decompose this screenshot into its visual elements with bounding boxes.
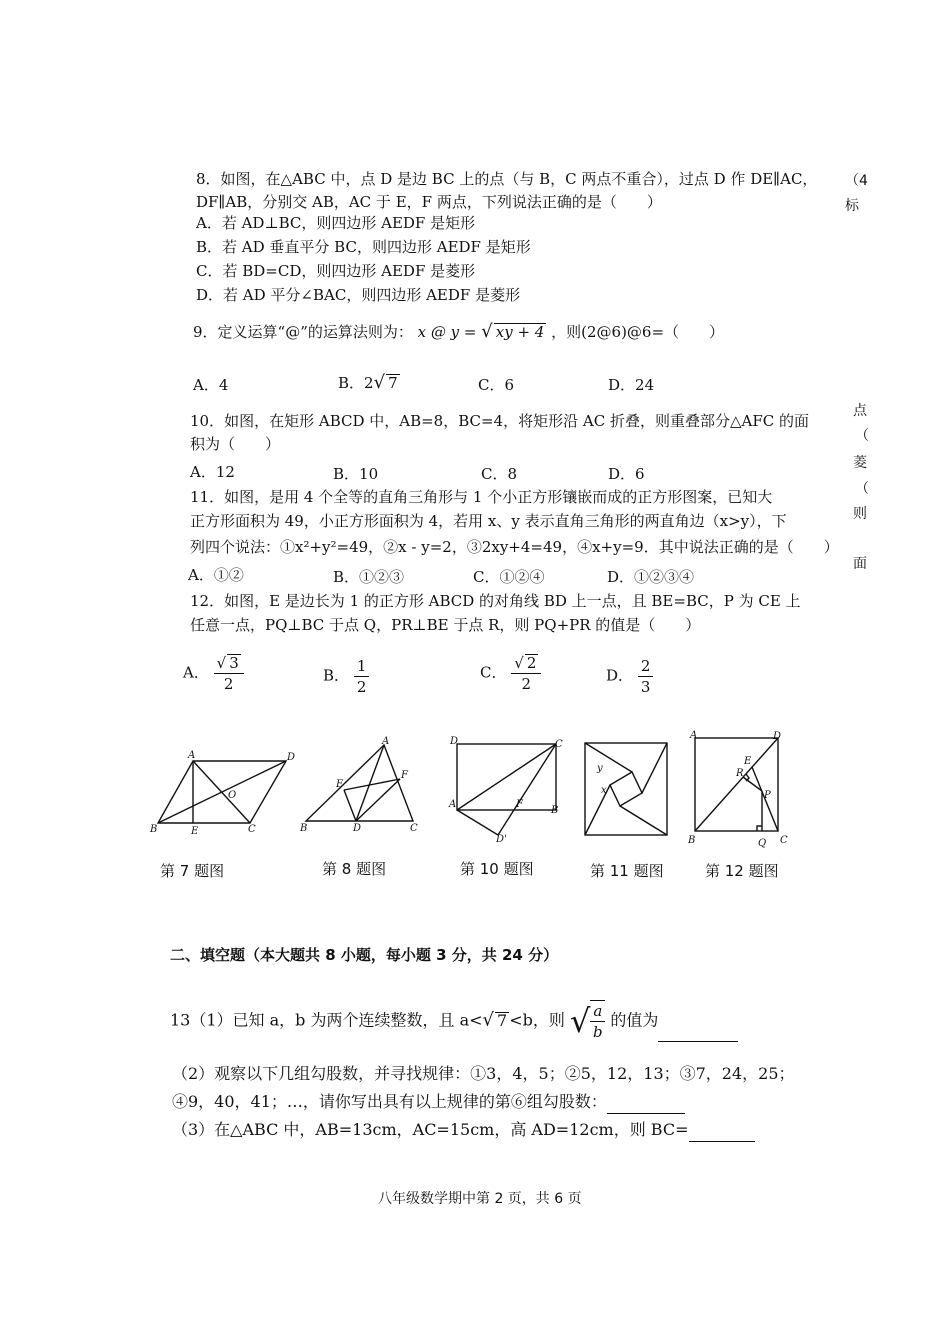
section-2-title: 二、填空题（本大题共 8 小题，每小题 3 分，共 24 分） bbox=[170, 946, 559, 964]
fig12-label-b: B bbox=[688, 835, 696, 846]
fig11-label-x: x bbox=[601, 785, 607, 796]
fig8-label-a: A bbox=[382, 736, 390, 747]
q10-option-c: C．8 bbox=[481, 465, 518, 483]
figure-10 bbox=[448, 735, 573, 845]
q10-option-d: D．6 bbox=[608, 465, 645, 483]
fig10-label-b: B bbox=[551, 805, 559, 816]
fig10-label-a: A bbox=[449, 799, 457, 810]
q12-option-a: A． $\frac{√ 3}{2}$ bbox=[183, 653, 244, 694]
q13-part2-line1: （2）观察以下几组勾股数，并寻找规律：①3，4，5；②5，12，13；③7，24，25； bbox=[172, 1064, 795, 1083]
fig10-label-f: F bbox=[516, 799, 523, 810]
edge-char: 菱 bbox=[853, 455, 867, 471]
q13-part3: （3）在△ABC 中，AB=13cm，AC=15cm，高 AD=12cm，则 BC= bbox=[172, 1118, 755, 1142]
q12-option-c: C． $\frac{√ 2}{2}$ bbox=[480, 653, 541, 694]
q9-stem: 9．定义运算“@”的运算法则为： x @ y = √ xy + 4 ，则(2@6)@6=（ ） bbox=[193, 321, 725, 342]
q8-option-c: C．若 BD=CD，则四边形 AEDF 是菱形 bbox=[196, 262, 476, 280]
figure-7 bbox=[148, 745, 298, 845]
fig7-label-e: E bbox=[191, 826, 199, 837]
fig10-label-d-prime: D' bbox=[496, 834, 507, 845]
edge-char: 点 bbox=[853, 403, 867, 419]
fig12-label-p: P bbox=[764, 790, 771, 801]
fig12-label-e: E bbox=[744, 756, 752, 767]
fig10-label-c: C bbox=[555, 739, 563, 750]
edge-char: 则 bbox=[853, 506, 867, 522]
fig12-label-q: Q bbox=[758, 838, 767, 849]
q11-line1: 11．如图，是用 4 个全等的直角三角形与 1 个小正方形镶嵌而成的正方形图案，已知大 bbox=[190, 488, 773, 506]
q9-radicand: xy + 4 bbox=[495, 323, 545, 341]
q13-part2-blank[interactable] bbox=[607, 1113, 685, 1114]
fig8-label-b: B bbox=[300, 823, 308, 834]
caption-fig8: 第 8 题图 bbox=[322, 860, 387, 878]
fig8-label-e: E bbox=[336, 779, 344, 790]
q11-option-a: A．①② bbox=[188, 566, 244, 584]
figure-11 bbox=[580, 738, 672, 838]
edge-char: （4 bbox=[845, 173, 868, 189]
fig10-label-d: D bbox=[450, 736, 459, 747]
fig12-label-a: A bbox=[690, 730, 698, 741]
edge-char: 标 bbox=[845, 198, 859, 214]
edge-char: 面 bbox=[853, 556, 867, 572]
page-footer: 八年级数学期中第 2 页，共 6 页 bbox=[378, 1191, 582, 1207]
q11-line3: 列四个说法：①x²+y²=49，②x - y=2，③2xy+4=49，④x+y=9．其中说法正确的是（ ） bbox=[190, 538, 839, 556]
q13-part1-blank[interactable] bbox=[658, 1041, 738, 1042]
fig12-label-c: C bbox=[780, 835, 788, 846]
q10-option-a: A．12 bbox=[190, 463, 235, 481]
caption-fig7: 第 7 题图 bbox=[160, 862, 225, 880]
q13-part2-line2: ④9，40，41；…，请你写出具有以上规律的第⑥组勾股数： bbox=[172, 1090, 685, 1114]
q10-option-b: B．10 bbox=[333, 465, 379, 483]
q8-option-d: D．若 AD 平分∠BAC，则四边形 AEDF 是菱形 bbox=[196, 286, 521, 304]
fig7-label-c: C bbox=[248, 824, 256, 835]
q11-option-b: B．①②③ bbox=[333, 568, 405, 586]
caption-fig10: 第 10 题图 bbox=[460, 860, 534, 878]
q8-line2: DF∥AB，分别交 AB，AC 于 E，F 两点，下列说法正确的是（ ） bbox=[196, 193, 662, 211]
fig8-label-f: F bbox=[401, 770, 408, 781]
fig12-label-r: R bbox=[736, 768, 744, 779]
q12-option-b: B． $\frac{1}{2}$ bbox=[323, 656, 369, 697]
q13-part1: 13（1）已知 a，b 为两个连续整数，且 a<√ 7 <b，则 √ $\frac{a}{b}$ 的值为 bbox=[170, 1000, 738, 1042]
q8-line1: 8．如图，在△ABC 中，点 D 是边 BC 上的点（与 B，C 两点不重合），过点 D 作 DE∥AC， bbox=[196, 170, 818, 188]
q11-option-d: D．①②③④ bbox=[607, 568, 695, 586]
q9-option-b: B．2√ 7 bbox=[338, 372, 398, 393]
figure-12 bbox=[686, 728, 792, 850]
fig12-label-d: D bbox=[773, 731, 782, 742]
caption-fig12: 第 12 题图 bbox=[705, 862, 779, 880]
fig7-label-o: O bbox=[228, 790, 237, 801]
fig8-label-c: C bbox=[410, 823, 418, 834]
fig7-label-d: D bbox=[287, 752, 296, 763]
q12-line1: 12．如图，E 是边长为 1 的正方形 ABCD 的对角线 BD 上一点，且 BE=BC，P 为 CE 上 bbox=[190, 592, 801, 610]
figure-8 bbox=[298, 735, 423, 840]
fig7-label-b: B bbox=[150, 824, 158, 835]
q12-line2: 任意一点，PQ⊥BC 于点 Q，PR⊥BE 于点 R，则 PQ+PR 的值是（ ） bbox=[190, 616, 701, 634]
q8-option-b: B．若 AD 垂直平分 BC，则四边形 AEDF 是矩形 bbox=[196, 238, 531, 256]
q9-option-a: A．4 bbox=[193, 376, 229, 394]
q10-line1: 10．如图，在矩形 ABCD 中，AB=8，BC=4，将矩形沿 AC 折叠，则重叠部分△AFC 的面 bbox=[190, 412, 809, 430]
q9-option-d: D．24 bbox=[608, 376, 655, 394]
q11-option-c: C．①②④ bbox=[473, 568, 545, 586]
q10-line2: 积为（ ） bbox=[190, 435, 281, 453]
q12-option-d: D． $\frac{2}{3}$ bbox=[606, 656, 653, 697]
fig8-label-d: D bbox=[353, 823, 362, 834]
q8-option-a: A．若 AD⊥BC，则四边形 AEDF 是矩形 bbox=[196, 214, 476, 232]
q9-option-c: C．6 bbox=[478, 376, 515, 394]
caption-fig11: 第 11 题图 bbox=[590, 862, 664, 880]
q13-part3-blank[interactable] bbox=[689, 1141, 755, 1142]
q11-line2: 正方形面积为 49，小正方形面积为 4，若用 x、y 表示直角三角形的两直角边（x>y），下 bbox=[190, 512, 787, 530]
edge-char: （ bbox=[855, 428, 869, 444]
fig11-label-y: y bbox=[597, 763, 603, 774]
edge-char: （ bbox=[855, 481, 869, 497]
fig7-label-a: A bbox=[188, 750, 196, 761]
